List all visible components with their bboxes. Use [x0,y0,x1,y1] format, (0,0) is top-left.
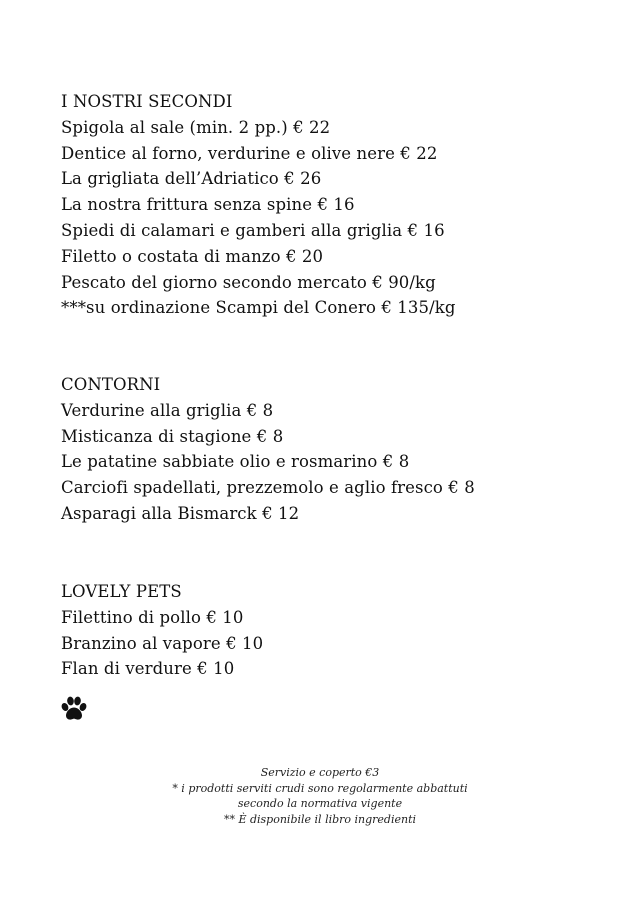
section-heading-contorni: CONTORNI [61,375,161,394]
section-heading-secondi: I NOSTRI SECONDI [61,92,233,111]
menu-item: Carciofi spadellati, prezzemolo e aglio fresco € 8 [61,478,475,498]
footer-line-service: Servizio e coperto €3 [260,766,380,779]
paw-print-icon [60,696,88,722]
menu-item: ***su ordinazione Scampi del Conero € 135/kg [61,298,456,318]
footer-line-ingredients: ** È disponibile il libro ingredienti [223,812,417,826]
menu-item: Flan di verdure € 10 [61,659,235,679]
footer-line-raw-products: * i prodotti serviti crudi sono regolarmente abbattuti [172,781,468,795]
menu-item: Misticanza di stagione € 8 [61,426,284,446]
footer-line-regulation: secondo la normativa vigente [237,797,403,810]
menu-item: Spiedi di calamari e gamberi alla griglia € 16 [61,220,445,240]
menu-item: La nostra frittura senza spine € 16 [61,195,355,215]
menu-item: Filettino di pollo € 10 [61,607,244,627]
menu-item: Asparagi alla Bismarck € 12 [61,503,300,523]
menu-item: Le patatine sabbiate olio e rosmarino € 8 [61,452,410,472]
section-contorni [61,372,621,527]
footer-notes [0,765,640,827]
section-lovely-pets [61,579,621,682]
menu-item: Dentice al forno, verdurine e olive nere € 22 [61,143,438,163]
menu-item: Verdurine alla griglia € 8 [61,400,274,420]
section-secondi [61,89,621,321]
menu-item: La grigliata dell’Adriatico € 26 [61,169,322,189]
menu-item: Pescato del giorno secondo mercato € 90/kg [61,272,436,292]
menu-item: Filetto o costata di manzo € 20 [61,246,324,266]
menu-item: Spigola al sale (min. 2 pp.) € 22 [61,117,331,137]
menu-item: Branzino al vapore € 10 [61,633,264,653]
section-heading-pets: LOVELY PETS [61,582,182,601]
